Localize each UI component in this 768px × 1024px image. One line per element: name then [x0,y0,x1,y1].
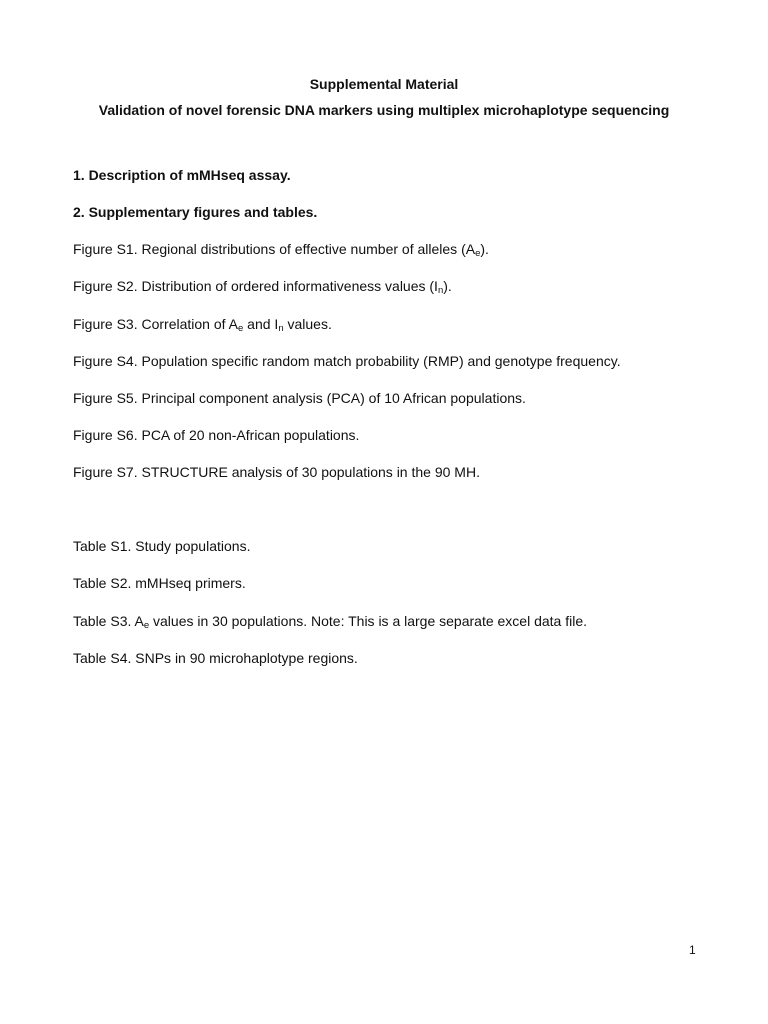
figure-s2-text-end: ). [443,278,452,294]
figure-s7-caption: Figure S7. STRUCTURE analysis of 30 populations in the 90 MH. [73,464,480,480]
page-number: 1 [689,943,696,957]
figure-s1-text-end: ). [480,241,489,257]
figure-s2-subscript: n [437,285,444,296]
section-heading-assay: 1. Description of mMHseq assay. [73,167,291,183]
document-title: Supplemental Material [309,76,459,92]
table-s3-caption [73,612,587,635]
figure-s1-caption [73,240,489,263]
table-s4-caption: Table S4. SNPs in 90 microhaplotype regions. [73,650,358,666]
figure-s3-subscript-2: n [278,323,284,334]
figure-s1-text: Figure S1. Regional distributions of effective number of alleles (A [73,241,476,257]
figure-s5-caption: Figure S5. Principal component analysis (PCA) of 10 African populations. [73,390,526,406]
figure-s6-caption: Figure S6. PCA of 20 non-African populations. [73,427,360,443]
figure-s1-subscript: e [475,248,481,259]
figure-s3-text-end: values. [283,316,332,332]
figure-s3-caption [73,315,332,338]
figure-s2-text: Figure S2. Distribution of ordered informativeness values (I [73,278,438,294]
figure-s2-caption [73,277,452,300]
figure-s3-text: Figure S3. Correlation of A [73,316,238,332]
figure-s4-caption: Figure S4. Population specific random match probability (RMP) and genotype frequency. [73,353,621,369]
table-s3-subscript: e [143,620,150,631]
section-heading-figures-tables: 2. Supplementary figures and tables. [73,204,318,220]
table-s3-text: Table S3. A [73,613,144,629]
figure-s3-text-mid: and I [243,316,279,332]
figure-s3-subscript: e [237,323,244,334]
table-s3-text-end: values in 30 populations. Note: This is a large separate excel data file. [149,613,588,629]
table-s1-caption: Table S1. Study populations. [73,538,251,554]
table-s2-caption: Table S2. mMHseq primers. [73,575,246,591]
document-subtitle: Validation of novel forensic DNA markers using multiplex microhaplotype sequencing [98,102,670,118]
